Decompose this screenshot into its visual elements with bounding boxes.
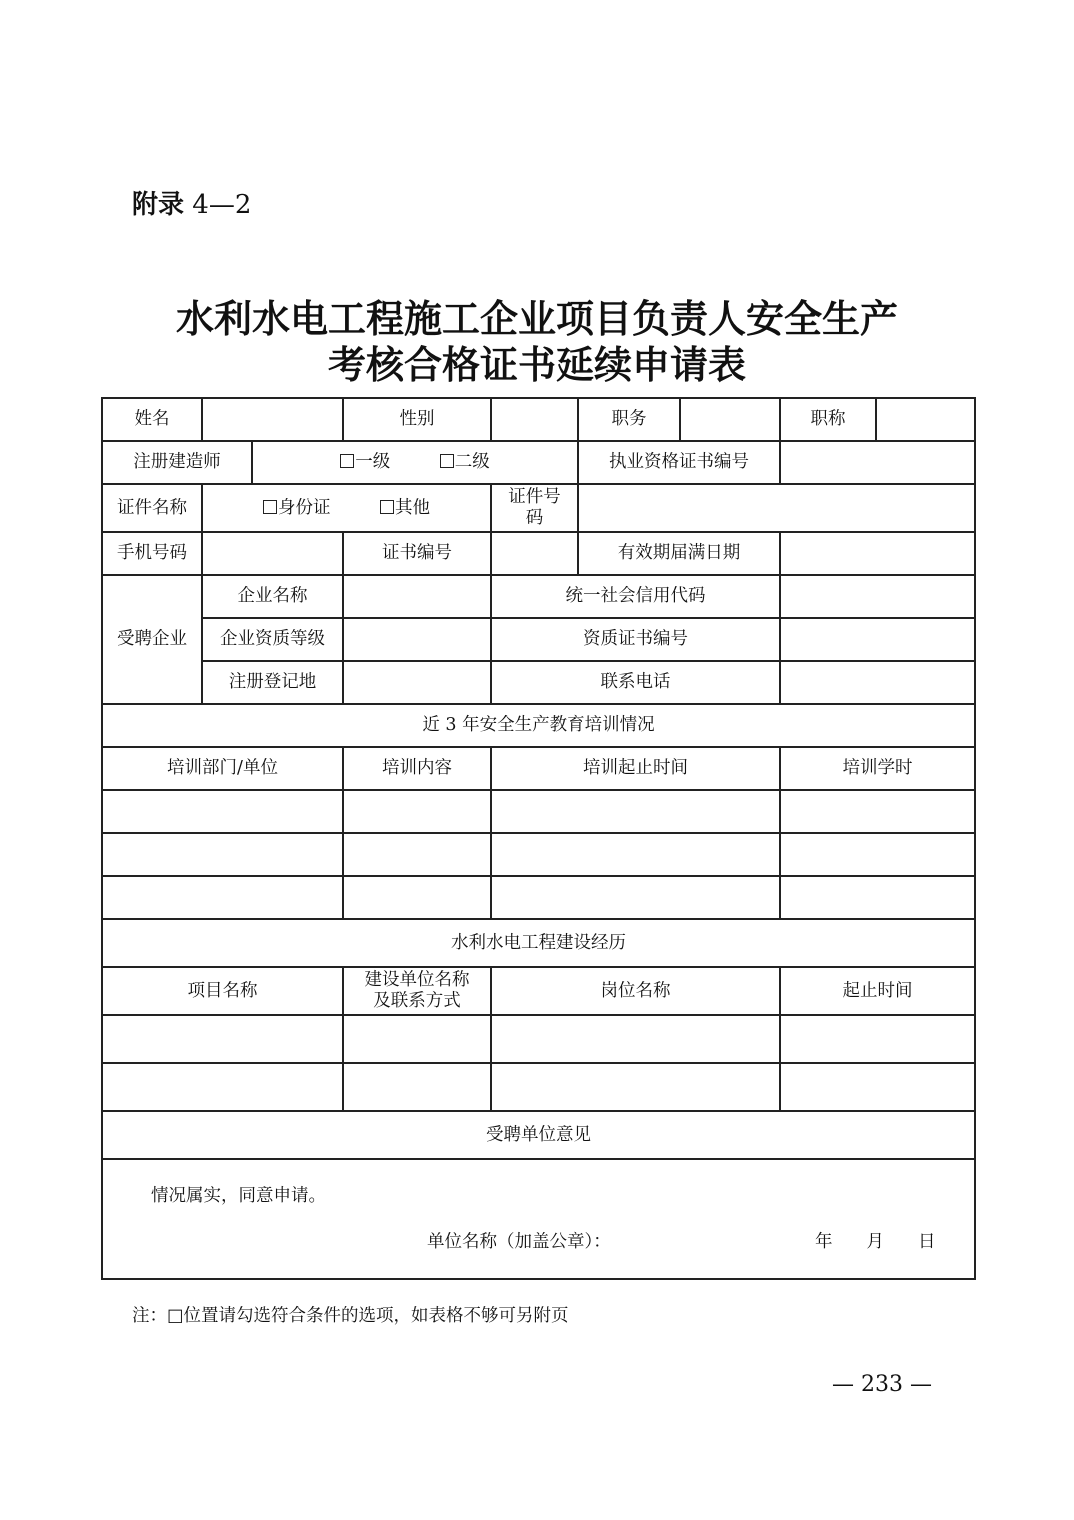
phone-field[interactable] bbox=[202, 532, 343, 575]
experience-heading: 水利水电工程建设经历 bbox=[102, 919, 975, 967]
name-label: 姓名 bbox=[102, 398, 202, 441]
credit-code-field[interactable] bbox=[780, 575, 975, 618]
level1-option[interactable]: 一级 bbox=[340, 452, 390, 472]
id-number-label: 证件号 码 bbox=[491, 484, 578, 532]
training-content-header: 培训内容 bbox=[343, 747, 491, 790]
id-card-option[interactable]: 身份证 bbox=[263, 498, 331, 518]
checkbox-icon[interactable] bbox=[440, 454, 454, 468]
training-cell[interactable] bbox=[491, 790, 780, 833]
training-cell[interactable] bbox=[780, 790, 975, 833]
id-type-options bbox=[202, 484, 491, 532]
experience-cell[interactable] bbox=[780, 1063, 975, 1111]
training-row bbox=[102, 790, 975, 833]
builder-level-options bbox=[252, 441, 578, 484]
training-cell[interactable] bbox=[102, 876, 343, 919]
experience-cell[interactable] bbox=[491, 1063, 780, 1111]
unit-seal-label: 单位名称（加盖公章）： bbox=[427, 1232, 611, 1252]
other-id-option[interactable]: 其他 bbox=[380, 498, 430, 518]
training-cell[interactable] bbox=[102, 833, 343, 876]
experience-period-header: 起止时间 bbox=[780, 967, 975, 1015]
title-field[interactable] bbox=[876, 398, 975, 441]
form-title-line2: 考核合格证书延续申请表 bbox=[327, 343, 746, 387]
practice-cert-no-field[interactable] bbox=[780, 441, 975, 484]
title-label: 职称 bbox=[780, 398, 876, 441]
training-cell[interactable] bbox=[343, 833, 491, 876]
footnote: 注：□位置请勾选符合条件的选项，如表格不够可另附页 bbox=[132, 1306, 569, 1326]
cert-no-field[interactable] bbox=[491, 532, 578, 575]
training-cell[interactable] bbox=[343, 876, 491, 919]
contact-phone-label: 联系电话 bbox=[491, 661, 780, 704]
checkbox-icon[interactable] bbox=[263, 500, 277, 514]
form-title-line1: 水利水电工程施工企业项目负责人安全生产 bbox=[175, 297, 898, 341]
name-field[interactable] bbox=[202, 398, 343, 441]
training-dept-header: 培训部门/单位 bbox=[102, 747, 343, 790]
checkbox-icon[interactable] bbox=[340, 454, 354, 468]
opinion-box[interactable] bbox=[102, 1159, 975, 1279]
reg-place-field[interactable] bbox=[343, 661, 491, 704]
experience-cell[interactable] bbox=[102, 1015, 343, 1063]
training-row bbox=[102, 876, 975, 919]
reg-place-label: 注册登记地 bbox=[202, 661, 343, 704]
expiry-date-label: 有效期届满日期 bbox=[578, 532, 780, 575]
level2-option[interactable]: 二级 bbox=[440, 452, 490, 472]
day-label: 日 bbox=[918, 1232, 936, 1252]
checkbox-icon[interactable] bbox=[380, 500, 394, 514]
qual-cert-no-label: 资质证书编号 bbox=[491, 618, 780, 661]
training-cell[interactable] bbox=[780, 876, 975, 919]
post-name-header: 岗位名称 bbox=[491, 967, 780, 1015]
experience-cell[interactable] bbox=[491, 1015, 780, 1063]
registered-builder-label: 注册建造师 bbox=[102, 441, 252, 484]
opinion-date bbox=[815, 1232, 936, 1253]
month-label: 月 bbox=[866, 1232, 884, 1252]
expiry-date-field[interactable] bbox=[780, 532, 975, 575]
contact-phone-field[interactable] bbox=[780, 661, 975, 704]
training-cell[interactable] bbox=[102, 790, 343, 833]
training-period-header: 培训起止时间 bbox=[491, 747, 780, 790]
page-number: — 233 — bbox=[832, 1372, 932, 1397]
cert-no-label: 证书编号 bbox=[343, 532, 491, 575]
experience-row bbox=[102, 1063, 975, 1111]
qualification-label: 企业资质等级 bbox=[202, 618, 343, 661]
training-cell[interactable] bbox=[491, 876, 780, 919]
phone-label: 手机号码 bbox=[102, 532, 202, 575]
construction-unit-header: 建设单位名称 及联系方式 bbox=[343, 967, 491, 1015]
gender-label: 性别 bbox=[343, 398, 491, 441]
experience-row bbox=[102, 1015, 975, 1063]
company-name-field[interactable] bbox=[343, 575, 491, 618]
training-row bbox=[102, 833, 975, 876]
appendix-label: 附录 4—2 bbox=[132, 190, 252, 220]
position-label: 职务 bbox=[578, 398, 680, 441]
experience-cell[interactable] bbox=[780, 1015, 975, 1063]
id-type-label: 证件名称 bbox=[102, 484, 202, 532]
training-cell[interactable] bbox=[343, 790, 491, 833]
project-name-header: 项目名称 bbox=[102, 967, 343, 1015]
year-label: 年 bbox=[815, 1232, 833, 1252]
training-heading: 近 3 年安全生产教育培训情况 bbox=[102, 704, 975, 747]
experience-cell[interactable] bbox=[102, 1063, 343, 1111]
gender-field[interactable] bbox=[491, 398, 578, 441]
position-field[interactable] bbox=[680, 398, 780, 441]
qual-cert-no-field[interactable] bbox=[780, 618, 975, 661]
credit-code-label: 统一社会信用代码 bbox=[491, 575, 780, 618]
application-form bbox=[101, 397, 976, 1280]
experience-cell[interactable] bbox=[343, 1063, 491, 1111]
practice-cert-no-label: 执业资格证书编号 bbox=[578, 441, 780, 484]
training-hours-header: 培训学时 bbox=[780, 747, 975, 790]
opinion-statement: 情况属实，同意申请。 bbox=[151, 1186, 326, 1206]
id-number-field[interactable] bbox=[578, 484, 975, 532]
training-cell[interactable] bbox=[491, 833, 780, 876]
opinion-heading: 受聘单位意见 bbox=[102, 1111, 975, 1159]
training-cell[interactable] bbox=[780, 833, 975, 876]
experience-cell[interactable] bbox=[343, 1015, 491, 1063]
employer-label: 受聘企业 bbox=[102, 575, 202, 704]
company-name-label: 企业名称 bbox=[202, 575, 343, 618]
qualification-field[interactable] bbox=[343, 618, 491, 661]
